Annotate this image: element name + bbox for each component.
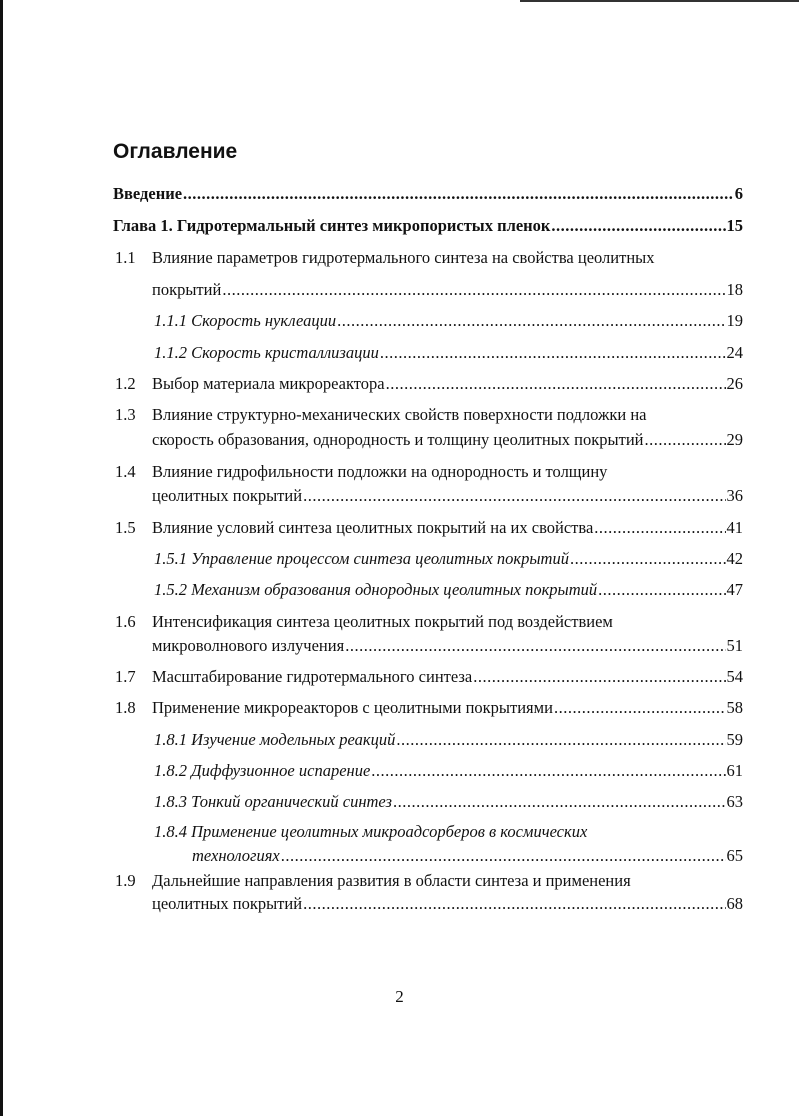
toc-entry-1-9-line1[interactable]: Дальнейшие направления развития в области синтеза и применения (152, 871, 631, 890)
toc-page: 65 (726, 846, 743, 865)
toc-entry-1-5[interactable] (152, 516, 743, 540)
toc-entry-1-9[interactable] (152, 892, 743, 916)
toc-page: 36 (726, 486, 743, 505)
toc-title: Оглавление (113, 140, 238, 163)
toc-label: цеолитных покрытий (152, 894, 303, 913)
toc-number: 1.3 (115, 405, 136, 424)
toc-page: 15 (726, 216, 743, 235)
toc-label: покрытий (152, 280, 222, 299)
scan-edge-line (520, 0, 799, 2)
toc-label: микроволнового излучения (152, 636, 345, 655)
toc-page: 63 (726, 792, 743, 811)
toc-label: цеолитных покрытий (152, 486, 303, 505)
toc-label: 1.8.3 Тонкий органический синтез (154, 792, 392, 811)
toc-label: Введение (113, 184, 183, 203)
toc-entry-1-8-3[interactable] (154, 790, 743, 814)
toc-page: 68 (726, 894, 743, 913)
toc-entry-1-5-2[interactable] (154, 578, 743, 602)
toc-page: 54 (726, 667, 743, 686)
toc-label: Масштабирование гидротермального синтеза (152, 667, 473, 686)
toc-page: 47 (726, 580, 743, 599)
toc-label: Применение микрореакторов с цеолитными покрытиями (152, 698, 553, 717)
toc-number: 1.2 (115, 374, 136, 393)
toc-number: 1.4 (115, 462, 136, 481)
toc-label: 1.8.1 Изучение модельных реакций (154, 730, 396, 749)
toc-label: 1.5.2 Механизм образования однородных цеолитных покрытий (154, 580, 598, 599)
toc-page: 18 (726, 280, 743, 299)
toc-entry-1-8-4[interactable] (192, 844, 743, 868)
toc-page: 58 (726, 698, 743, 717)
toc-entry-1-1-line1[interactable]: Влияние параметров гидротермального синтеза на свойства цеолитных (152, 248, 655, 267)
toc-entry-1-4[interactable] (152, 484, 743, 508)
toc-label: Выбор материала микрореактора (152, 374, 385, 393)
toc-label: 1.5.1 Управление процессом синтеза цеолитных покрытий (154, 549, 569, 568)
page-number: 2 (395, 987, 404, 1006)
toc-label: 1.1.2 Скорость кристаллизации (154, 343, 379, 362)
toc-number: 1.6 (115, 612, 136, 631)
toc-entry-1-8-1[interactable] (154, 728, 743, 752)
toc-entry-1-6-line1[interactable]: Интенсификация синтеза цеолитных покрытий под воздействием (152, 612, 613, 631)
toc-page: 61 (726, 761, 743, 780)
toc-number: 1.9 (115, 871, 136, 890)
toc-entry-1-7[interactable] (152, 665, 743, 689)
toc-entry-1-2[interactable] (152, 372, 743, 396)
toc-entry-1-8[interactable] (152, 696, 743, 720)
toc-number: 1.1 (115, 248, 136, 267)
toc-number: 1.5 (115, 518, 136, 537)
toc-entry-1-3[interactable] (152, 428, 743, 452)
toc-label: Влияние условий синтеза цеолитных покрытий на их свойства (152, 518, 594, 537)
toc-entry-1-8-2[interactable] (154, 759, 743, 783)
toc-entry-1-1-2[interactable] (154, 341, 743, 365)
toc-entry-intro[interactable] (113, 182, 743, 206)
toc-label: Глава 1. Гидротермальный синтез микропористых пленок (113, 216, 551, 235)
toc-entry-1-6[interactable] (152, 634, 743, 658)
toc-page: 26 (726, 374, 743, 393)
toc-label: 1.8.2 Диффузионное испарение (154, 761, 371, 780)
toc-label: скорость образования, однородность и толщину цеолитных покрытий (152, 430, 644, 449)
toc-page: 19 (726, 311, 743, 330)
toc-label: технологиях (192, 846, 280, 865)
toc-page: 41 (726, 518, 743, 537)
toc-page: 6 (734, 184, 743, 203)
toc-entry-1-3-line1[interactable]: Влияние структурно-механических свойств поверхности подложки на (152, 405, 647, 424)
toc-number: 1.7 (115, 667, 136, 686)
toc-page: 24 (726, 343, 743, 362)
toc-page: 59 (726, 730, 743, 749)
toc-entry-1-1-1[interactable] (154, 309, 743, 333)
toc-number: 1.8 (115, 698, 136, 717)
toc-page: 42 (726, 549, 743, 568)
toc-entry-1-4-line1[interactable]: Влияние гидрофильности подложки на однородность и толщину (152, 462, 608, 481)
toc-entry-1-1[interactable] (152, 278, 743, 302)
toc-entry-1-8-4-line1[interactable]: 1.8.4 Применение цеолитных микроадсорберов в космических (154, 822, 588, 841)
toc-entry-chapter1[interactable] (113, 214, 743, 238)
toc-page: 29 (726, 430, 743, 449)
toc-label: 1.1.1 Скорость нуклеации (154, 311, 337, 330)
toc-entry-1-5-1[interactable] (154, 547, 743, 571)
toc-page: 51 (726, 636, 743, 655)
page-border (0, 0, 3, 1116)
